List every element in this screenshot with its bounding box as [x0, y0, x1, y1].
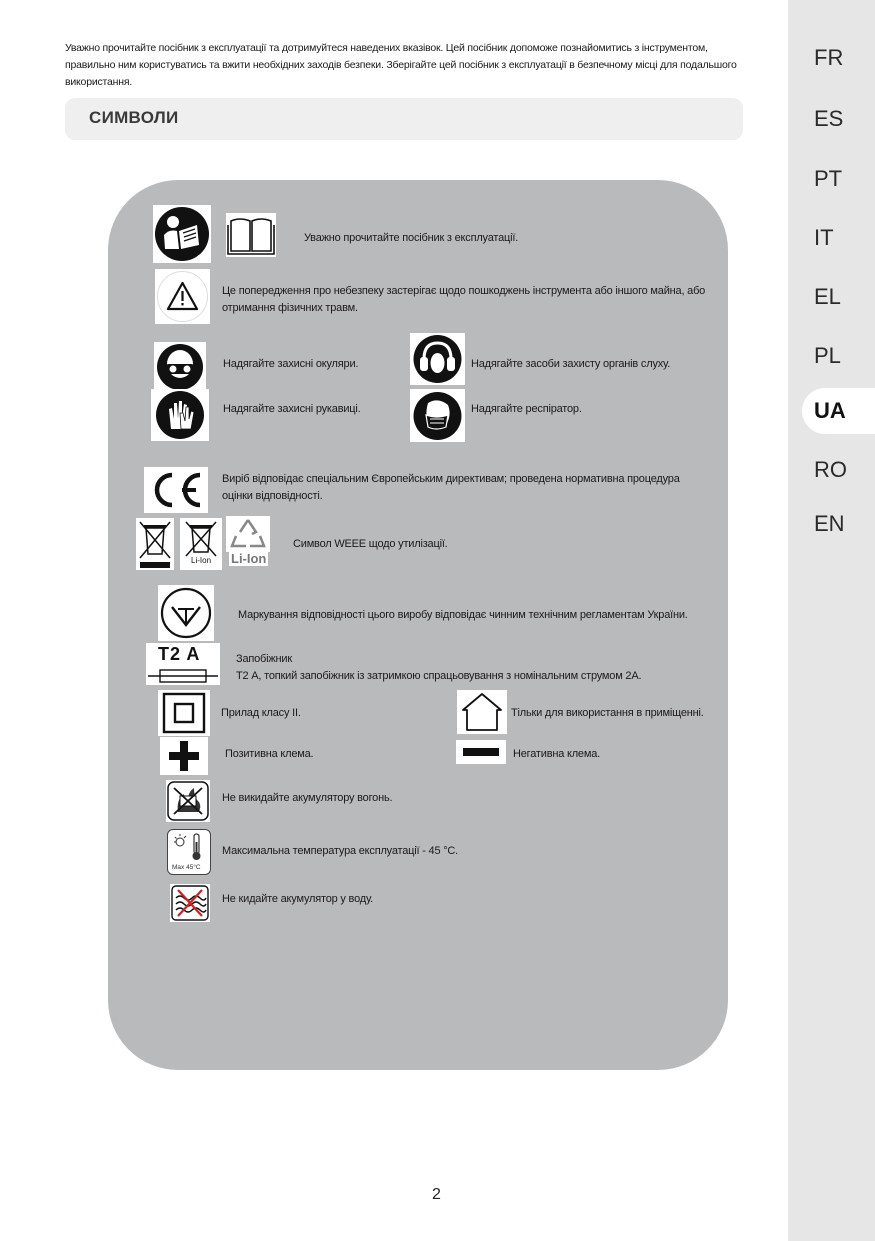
- warning-text-line-2: отримання фізичних травм.: [222, 302, 358, 314]
- read-manual-text: Уважно прочитайте посібник з експлуатації.: [304, 232, 519, 244]
- negative-terminal-text: Негативна клема.: [513, 748, 600, 760]
- weee-text: Символ WEEE щодо утилізації.: [293, 538, 448, 550]
- max-temperature-text: Максимальна температура експлуатації - 45 °C.: [222, 845, 459, 857]
- lang-tab-fr[interactable]: FR: [814, 45, 844, 70]
- ear-protection-text: Надягайте засоби захисту органів слуху.: [471, 358, 671, 370]
- recycle-icon: [226, 516, 270, 552]
- lang-tab-it[interactable]: IT: [814, 225, 834, 250]
- ua-mark-text: Маркування відповідності цього виробу відповідає чинним технічним регламентам України.: [238, 609, 688, 621]
- warning-text-line-1: Це попередження про небезпеку застерігає щодо пошкоджень інструмента або іншого майна, або: [222, 285, 706, 297]
- weee-bin-icon: [136, 518, 174, 570]
- intro-paragraph: [65, 40, 775, 91]
- ce-text-line-2: оцінки відповідності.: [222, 490, 323, 502]
- read-manual-icon: [153, 205, 211, 263]
- no-water-icon: [170, 884, 210, 922]
- lang-tab-ua-active[interactable]: UA: [802, 388, 875, 434]
- fuse-icon: [146, 643, 220, 685]
- lang-tab-pt[interactable]: PT: [814, 166, 843, 191]
- lang-tab-pl[interactable]: PL: [814, 343, 841, 368]
- fuse-text: [236, 651, 716, 685]
- max-temperature-icon-label: Max 45°C: [172, 864, 201, 871]
- book-icon: [226, 213, 276, 257]
- no-fire-icon: [166, 780, 210, 822]
- fuse-description: Т2 А, топкий запобіжник із затримкою спрацьовування з номінальним струмом 2А.: [236, 670, 642, 682]
- class-ii-text: Прилад класу II.: [221, 707, 301, 719]
- warning-triangle-icon: [155, 269, 210, 324]
- positive-terminal-icon: [160, 737, 208, 775]
- ce-text-line-1: Виріб відповідає спеціальним Європейським директивам; проведена нормативна процедура: [222, 473, 680, 485]
- goggles-icon: [154, 342, 206, 392]
- no-fire-text: Не викидайте акумулятору вогонь.: [222, 792, 393, 804]
- intro-line-1: Уважно прочитайте посібник з експлуатації та дотримуйтеся наведених вказівок. Цей посібник допоможе познайомитись з інструментом,: [65, 42, 708, 54]
- li-ion-small-label: Li-Ion: [191, 556, 212, 565]
- fuse-icon-label: T2 A: [158, 644, 201, 664]
- no-water-text: Не кидайте акумулятор у воду.: [222, 893, 374, 905]
- section-title: СИМВОЛИ: [89, 108, 179, 127]
- ear-protection-icon: [410, 333, 465, 385]
- page-number: 2: [432, 1186, 441, 1203]
- lang-tab-es[interactable]: ES: [814, 106, 844, 131]
- fuse-symbol-icon: [146, 667, 220, 685]
- indoor-use-text: Тільки для використання в приміщенні.: [511, 707, 704, 719]
- fuse-title: Запобіжник: [236, 653, 292, 665]
- indoor-use-house-icon: [457, 690, 507, 734]
- respirator-icon: [410, 389, 465, 442]
- lang-tab-ro[interactable]: RO: [814, 457, 847, 482]
- negative-terminal-icon: [456, 740, 506, 764]
- class-ii-icon: [158, 690, 210, 736]
- respirator-text: Надягайте респіратор.: [471, 403, 582, 415]
- ce-mark-icon: [144, 467, 208, 513]
- positive-terminal-text: Позитивна клема.: [225, 748, 314, 760]
- lang-tab-el[interactable]: EL: [814, 284, 841, 309]
- gloves-text: Надягайте захисні рукавиці.: [223, 403, 361, 415]
- warning-text: [222, 283, 722, 317]
- lang-tab-en[interactable]: EN: [814, 511, 845, 536]
- gloves-icon: [151, 389, 209, 441]
- thermometer-icon: [172, 832, 206, 862]
- goggles-text: Надягайте захисні окуляри.: [223, 358, 359, 370]
- intro-line-3: використання.: [65, 76, 133, 88]
- ua-conformity-mark-icon: [158, 585, 214, 641]
- section-header: [65, 98, 743, 140]
- ce-text: [222, 471, 722, 505]
- intro-line-2: правильно ним користуватись та вжити необхідних заходів безпеки. Зберігайте цей посібник з експлуатації в безпечному місці для подальшого: [65, 59, 737, 71]
- max-temperature-icon: [167, 829, 211, 875]
- li-ion-large-label: Li-Ion: [231, 551, 267, 566]
- language-sidebar: [788, 0, 875, 1241]
